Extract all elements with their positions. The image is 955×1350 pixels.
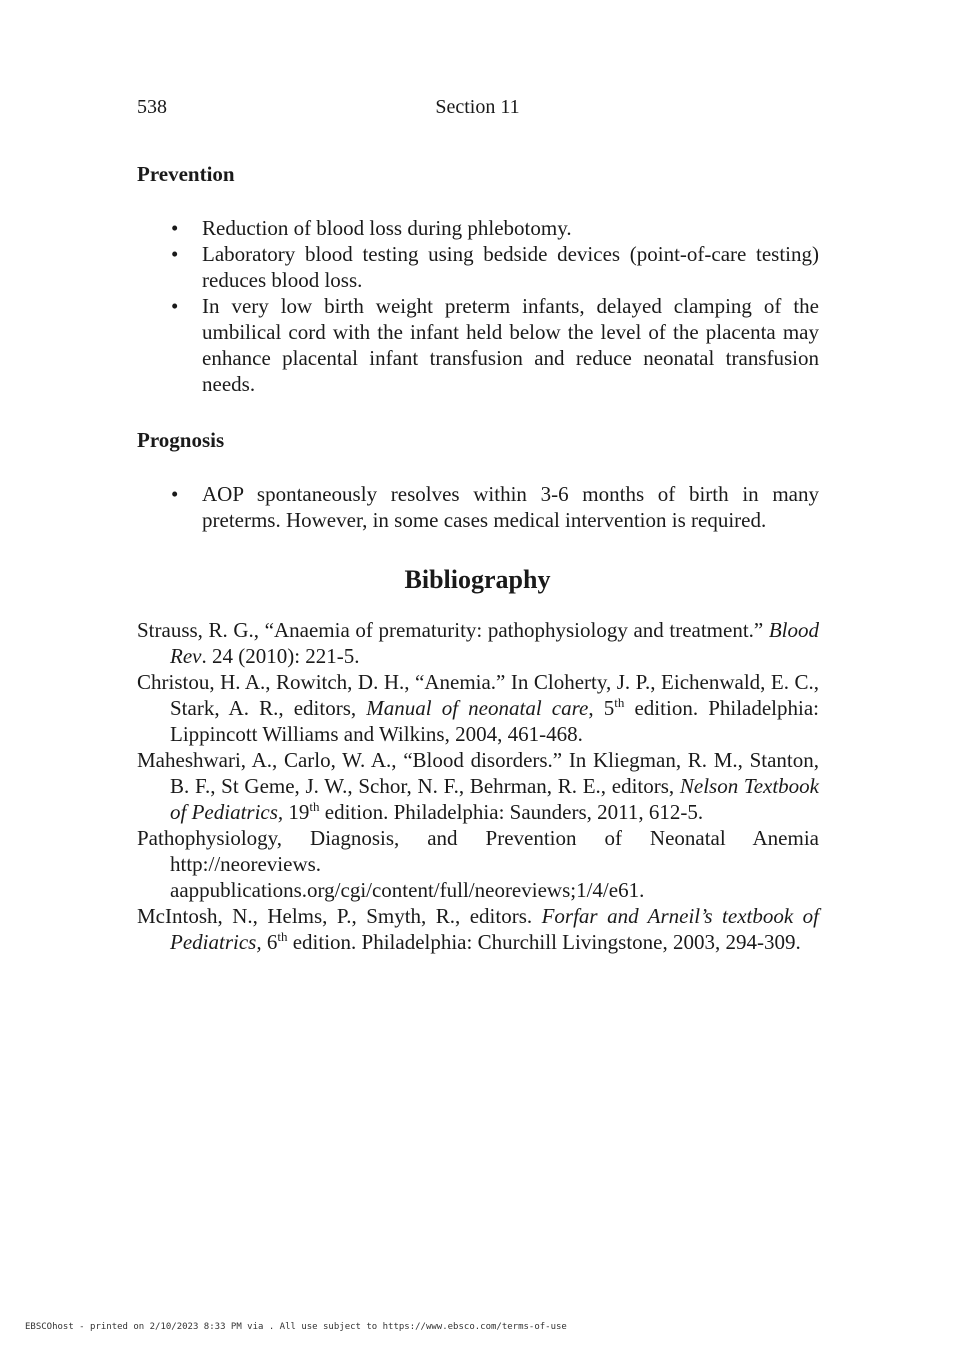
reference-text: edition. Philadelphia: Lippincott Williams and Wilkins, 2004, 461-468. (170, 696, 820, 746)
list-item: • In very low birth weight preterm infants, delayed clamping of the umbilical cord with the infant held below the level of the placenta may enhance placental infant transfusion and reduce neonatal transfusion needs. (137, 293, 819, 397)
prognosis-block (137, 428, 819, 533)
reference-text: 6 (261, 930, 278, 954)
reference-item (137, 747, 819, 825)
reference-text: edition. Philadelphia: Churchill Livingstone, 2003, 294-309. (287, 930, 801, 954)
ordinal-suffix: th (277, 929, 288, 944)
reference-title: Blood Rev (170, 618, 819, 668)
reference-text: McIntosh, N., Helms, P., Smyth, R., editors. (137, 904, 542, 928)
prognosis-list (137, 481, 819, 533)
footer-notice: EBSCOhost - printed on 2/10/2023 8:33 PM via . All use subject to https://www.ebsco.com/terms-of-use (25, 1322, 567, 1332)
ordinal-suffix: th (614, 695, 625, 710)
list-item: • AOP spontaneously resolves within 3-6 months of birth in many preterms. However, in some cases medical intervention is required. (137, 481, 819, 533)
page-number: 538 (137, 96, 167, 118)
reference-text: . 24 (2010): 221-5. (201, 644, 360, 668)
reference-text: Christou, H. A., Rowitch, D. H., “Anemia.” In Cloherty, J. P., Eichenwald, E. C., Stark, A. R., editors, (137, 670, 819, 720)
bibliography-heading: Bibliography (404, 565, 551, 594)
list-item: • Reduction of blood loss during phlebotomy. (137, 215, 819, 241)
reference-title: Manual of neonatal care (366, 696, 589, 720)
prevention-list (137, 215, 819, 397)
reference-url: aappublications.org/cgi/content/full/neoreviews;1/4/e61. (170, 878, 645, 902)
bibliography-list (137, 617, 819, 955)
reference-text: Pathophysiology, Diagnosis, and Prevention of Neonatal Anemia http://neoreviews. (137, 826, 819, 876)
prevention-block (137, 162, 819, 397)
reference-text: Strauss, R. G., “Anaemia of prematurity: pathophysiology and treatment.” (137, 618, 769, 642)
reference-item (137, 669, 819, 747)
section-label: Section 11 (435, 96, 520, 118)
prevention-heading: Prevention (137, 162, 235, 186)
prognosis-heading: Prognosis (137, 428, 225, 452)
reference-title: Nelson Textbook of Pediatrics, (170, 774, 819, 824)
reference-text: Maheshwari, A., Carlo, W. A., “Blood disorders.” In Kliegman, R. M., Stanton, B. F., St Geme, J. W., Schor, N. F., Behrman, R. E., editors, (137, 748, 819, 798)
ordinal-suffix: th (309, 799, 320, 814)
reference-item (137, 617, 819, 669)
reference-text: , 5 (588, 696, 615, 720)
reference-item (137, 825, 819, 903)
list-item: • Laboratory blood testing using bedside devices (point-of-care testing) reduces blood loss. (137, 241, 819, 293)
reference-text: 19 (283, 800, 310, 824)
reference-item (137, 903, 819, 955)
reference-text: edition. Philadelphia: Saunders, 2011, 612-5. (319, 800, 704, 824)
reference-title: Forfar and Arneil’s textbook of Pediatrics, (170, 904, 819, 954)
